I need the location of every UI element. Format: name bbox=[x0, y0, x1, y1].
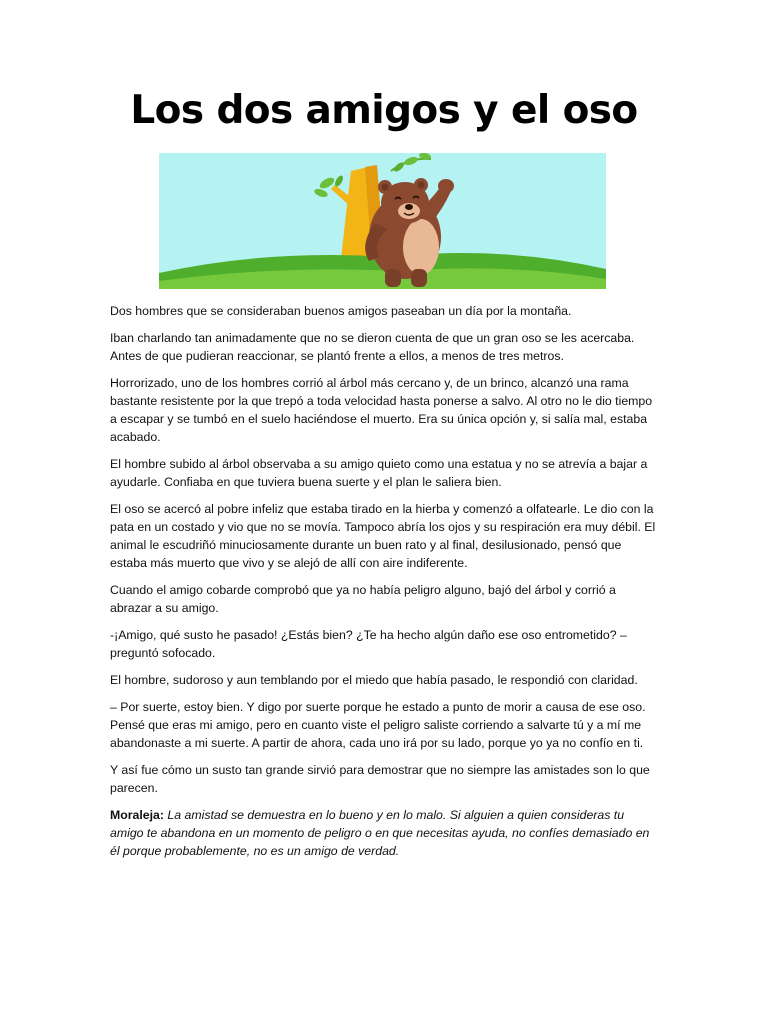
moral-text: La amistad se demuestra en lo bueno y en lo malo. Si alguien a quien consideras tu amigo te abandona en un momento de peligro o en que necesitas ayuda, no confíes demasiado en él porque probablemente, no es un amigo de verdad. bbox=[110, 808, 650, 858]
paragraph: Y así fue cómo un susto tan grande sirvió para demostrar que no siempre las amistades son lo que parecen. bbox=[110, 763, 650, 795]
paragraph: El hombre, sudoroso y aun temblando por el miedo que había pasado, le respondió con claridad. bbox=[110, 673, 638, 687]
paragraph: El oso se acercó al pobre infeliz que estaba tirado en la hierba y comenzó a olfatearle. Le dio con la pata en un costado y vio que no se movía. Tampoco abría los ojos y su respiración era muy débil. El animal le escudriñó minuciosamente durante un buen rato y al final, desilusionado, pensó que estaba más muerto que vivo y se alejó de allí con aire indiferente. bbox=[110, 502, 656, 570]
paragraph: Iban charlando tan animadamente que no se dieron cuenta de que un gran oso se les acercaba. Antes de que pudieran reaccionar, se plantó frente a ellos, a menos de tres metros. bbox=[110, 331, 635, 363]
page-title: Los dos amigos y el oso bbox=[130, 88, 638, 133]
bear-waving-beside-tree-icon bbox=[159, 153, 606, 289]
story-body bbox=[110, 302, 660, 869]
moral-label: Moraleja: bbox=[110, 808, 164, 822]
paragraph: – Por suerte, estoy bien. Y digo por suerte porque he estado a punto de morir a causa de ese oso. Pensé que eras mi amigo, pero en cuanto viste el peligro saliste corriendo a salvarte tú y a mí me abandonaste a mi suerte. A partir de ahora, cada uno irá por su lado, porque yo ya no confío en ti. bbox=[110, 700, 646, 750]
moral-paragraph bbox=[110, 806, 660, 860]
paragraph: El hombre subido al árbol observaba a su amigo quieto como una estatua y no se atrevía a bajar a ayudarle. Confiaba en que tuviera buena suerte y el plan le saliera bien. bbox=[110, 457, 648, 489]
paragraph: Dos hombres que se consideraban buenos amigos paseaban un día por la montaña. bbox=[110, 304, 572, 318]
paragraph: Horrorizado, uno de los hombres corrió al árbol más cercano y, de un brinco, alcanzó una rama bastante resistente por la que trepó a toda velocidad hasta ponerse a salvo. Al otro no le dio tiempo a escapar y se tumbó en el suelo haciéndose el muerto. Era su única opción y, si salía mal, estaba acabado. bbox=[110, 376, 653, 444]
paragraph: Cuando el amigo cobarde comprobó que ya no había peligro alguno, bajó del árbol y corrió a abrazar a su amigo. bbox=[110, 583, 616, 615]
paragraph: -¡Amigo, qué susto he pasado! ¿Estás bien? ¿Te ha hecho algún daño ese oso entrometido? – preguntó sofocado. bbox=[110, 628, 627, 660]
story-illustration bbox=[159, 153, 606, 289]
